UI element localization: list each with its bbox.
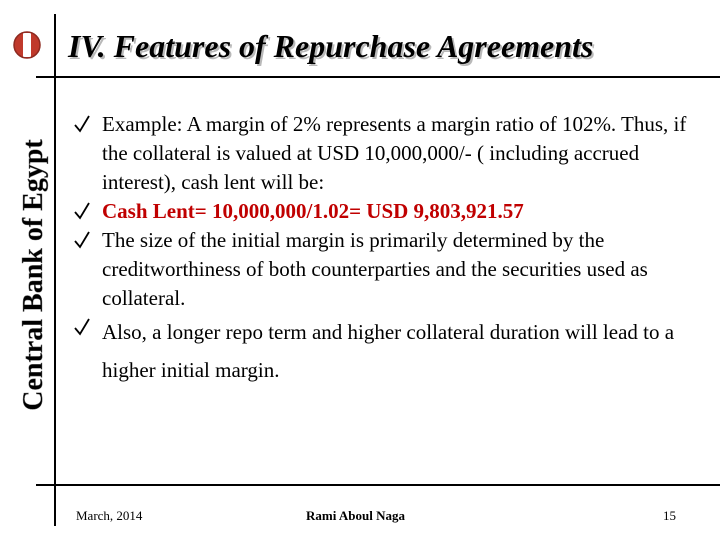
bullet-text: Example: A margin of 2% represents a margin ratio of 102%. Thus, if the collateral is valued at USD 10,000,000/- ( including accrued interest), cash lent will be: (102, 112, 687, 194)
checkmark-icon (74, 110, 94, 139)
bullet-text: Also, a longer repo term and higher collateral duration will lead to a higher initial margin. (102, 320, 675, 382)
footer-author: Rami Aboul Naga (306, 508, 405, 523)
bullet-list (74, 110, 694, 389)
vertical-brand (6, 80, 54, 470)
footer-date: March, 2014 (76, 508, 143, 523)
checkmark-icon (74, 313, 94, 342)
checkmark-icon (74, 226, 94, 255)
checkmark-icon (74, 197, 94, 226)
vertical-brand-text: Central Bank of Egypt (18, 139, 49, 411)
bullet-item (74, 197, 694, 226)
vertical-rule (54, 14, 56, 526)
bullet-text: The size of the initial margin is primarily determined by the creditworthiness of both counterparties and the securities used as collateral. (102, 228, 648, 310)
bullet-item (74, 313, 694, 389)
bullet-item (74, 110, 694, 197)
footer-rule (36, 484, 720, 486)
title-rule (36, 76, 720, 78)
bullet-text: Cash Lent= 10,000,000/1.02= USD 9,803,921.57 (102, 199, 524, 223)
bullet-item (74, 226, 694, 313)
page-number: 15 (663, 508, 676, 523)
cbe-logo-icon (12, 30, 42, 60)
page-title: IV. Features of Repurchase Agreements (68, 28, 594, 64)
